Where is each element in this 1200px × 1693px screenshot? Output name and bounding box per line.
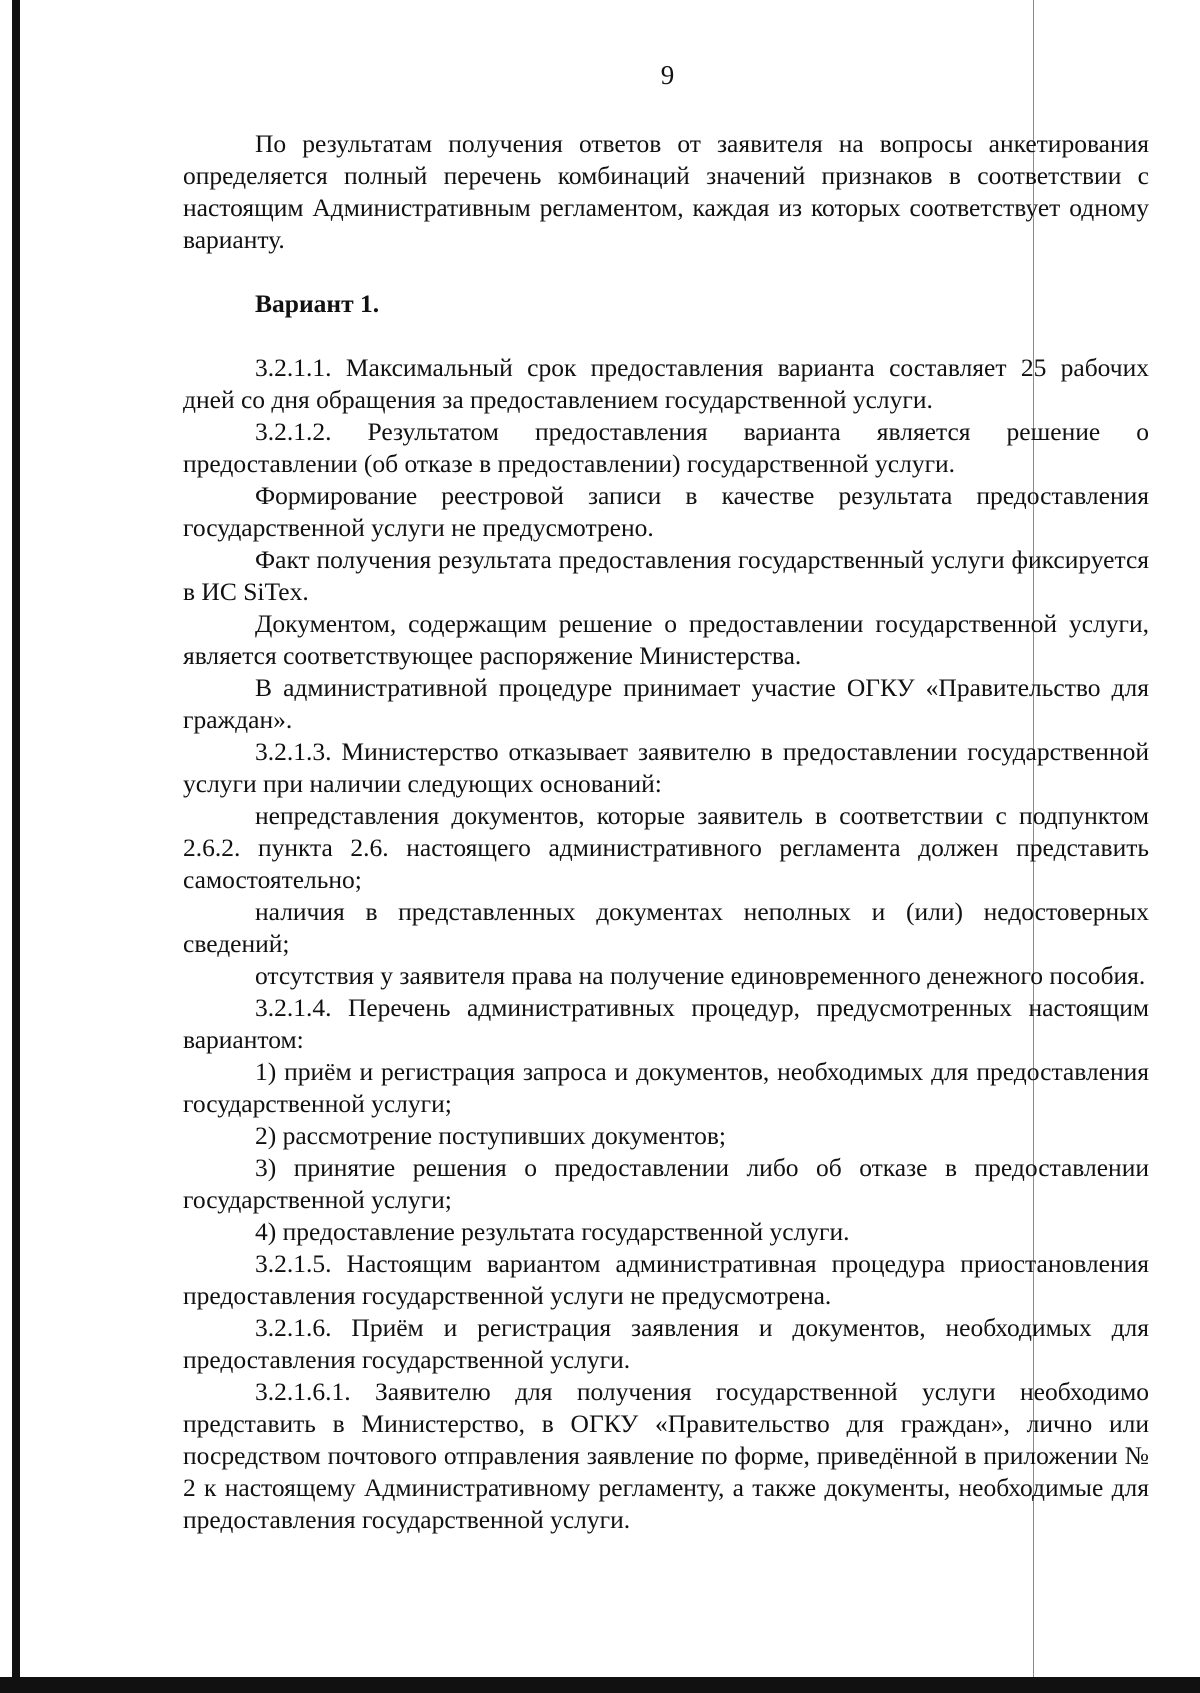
scan-bottom-edge — [0, 1677, 1200, 1693]
paragraph: 3.2.1.6.1. Заявителю для получения государственной услуги необходимо представить в Министерство, в ОГКУ «Правительство для граждан», лично или посредством почтового отправления заявление по форме, приведённой в приложении № 2 к настоящему Административному регламенту, а также документы, необходимые для предоставления государственной услуги. — [183, 1377, 1149, 1534]
paragraph: 3.2.1.5. Настоящим вариантом административная процедура приостановления предоставления государственной услуги не предусмотрена. — [183, 1249, 1149, 1310]
paragraph: 3.2.1.4. Перечень административных процедур, предусмотренных настоящим вариантом: — [183, 993, 1149, 1054]
document-body — [183, 128, 1149, 1536]
list-item: 4) предоставление результата государственной услуги. — [255, 1217, 850, 1246]
paragraph: 3.2.1.3. Министерство отказывает заявителю в предоставлении государственной услуги при наличии следующих оснований: — [183, 737, 1149, 798]
scan-left-edge — [12, 0, 20, 1693]
intro-paragraph: По результатам получения ответов от заявителя на вопросы анкетирования определяется полный перечень комбинаций значений признаков в соответствии с настоящим Административным регламентом, каждая из которых соответствует одному варианту. — [183, 129, 1149, 254]
paragraph: В административной процедуре принимает участие ОГКУ «Правительство для граждан». — [183, 673, 1149, 734]
paragraph: наличия в представленных документах неполных и (или) недостоверных сведений; — [183, 897, 1149, 958]
paragraph: 3.2.1.6. Приём и регистрация заявления и документов, необходимых для предоставления государственной услуги. — [183, 1313, 1149, 1374]
paragraph: непредставления документов, которые заявитель в соответствии с подпунктом 2.6.2. пункта 2.6. настоящего административного регламента должен представить самостоятельно; — [183, 801, 1149, 894]
paragraph: Формирование реестровой записи в качестве результата предоставления государственной услуги не предусмотрено. — [183, 481, 1149, 542]
paragraph: отсутствия у заявителя права на получение единовременного денежного пособия. — [255, 961, 1146, 990]
section-title: Вариант 1. — [255, 289, 380, 318]
list-item: 3) принятие решения о предоставлении либо об отказе в предоставлении государственной услуги; — [183, 1153, 1149, 1214]
list-item: 2) рассмотрение поступивших документов; — [255, 1121, 726, 1150]
page-number: 9 — [660, 60, 675, 90]
paragraph: Документом, содержащим решение о предоставлении государственной услуги, является соответствующее распоряжение Министерства. — [183, 609, 1149, 670]
paragraph: Факт получения результата предоставления государственный услуги фиксируется в ИС SiTex. — [183, 545, 1149, 606]
paragraph: 3.2.1.2. Результатом предоставления варианта является решение о предоставлении (об отказе в предоставлении) государственной услуги. — [183, 417, 1149, 478]
paragraph: 3.2.1.1. Максимальный срок предоставления варианта составляет 25 рабочих дней со дня обращения за предоставлением государственной услуги. — [183, 353, 1149, 414]
list-item: 1) приём и регистрация запроса и документов, необходимых для предоставления государственной услуги; — [183, 1057, 1149, 1118]
